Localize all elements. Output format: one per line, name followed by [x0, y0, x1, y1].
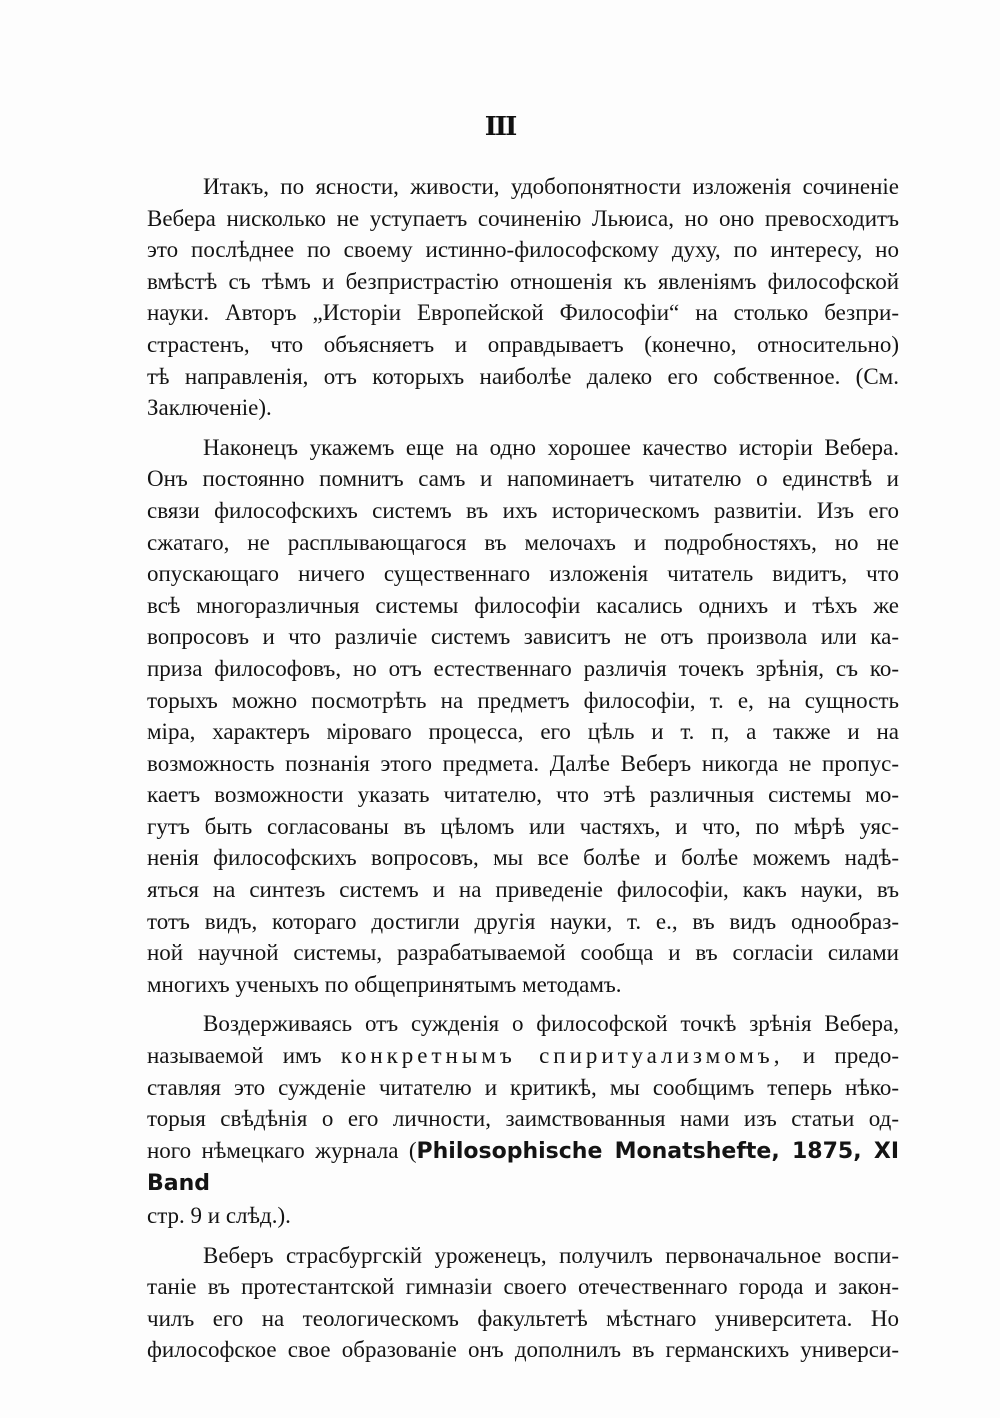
paragraph-line: Веберъ страсбургскій уроженецъ, получилъ первоначальное воспи-	[203, 1242, 899, 1268]
paragraph-line: сжатаго, не расплывающагося въ мелочахъ и подробностяхъ, но не	[147, 529, 899, 555]
paragraph-1	[147, 171, 899, 424]
paragraph-line: яться на синтезъ системъ и на приведеніе философіи, какъ науки, въ	[147, 877, 899, 903]
paragraph-line: ненія философскихъ вопросовъ, мы все болѣе и болѣе можемъ надѣ-	[147, 845, 899, 871]
paragraph-line: многихъ ученыхъ по общепринятымъ методамъ.	[147, 971, 622, 997]
paragraph-line: вмѣстѣ съ тѣмъ и безпристрастію отношенія къ явленіямъ философской	[147, 268, 899, 294]
paragraph-line: ной научной системы, разрабатываемой сообща и въ согласіи силами	[147, 940, 899, 966]
paragraph-2	[147, 432, 899, 1001]
journal-citation: Philosophische Monatshefte, 1875, XI Band	[147, 1138, 900, 1197]
paragraph-line: чилъ его на теологическомъ факультетѣ мѣстнаго университета. Но	[147, 1305, 899, 1331]
paragraph-line: Наконецъ укажемъ еще на одно хорошее качество исторіи Вебера.	[203, 434, 899, 460]
paragraph-line: міра, характеръ міроваго процесса, его цѣль и т. п, а также и на	[147, 719, 899, 745]
paragraph-line: опускающаго ничего существеннаго изложенія читатель видитъ, что	[147, 561, 899, 587]
paragraph-line: науки. Авторъ „Исторіи Европейской Философіи“ на столько безпри-	[147, 300, 899, 326]
paragraph-line: это послѣднее по своему истинно-философскому духу, по интересу, но	[147, 237, 899, 263]
paragraph-line: Воздерживаясь отъ сужденія о философской точкѣ зрѣнія Вебера,	[203, 1011, 899, 1037]
paragraph-line: каетъ возможности указать читателю, что этѣ различныя системы мо-	[147, 782, 899, 808]
paragraph-line	[147, 1040, 899, 1072]
paragraph-line: страстенъ, что объясняетъ и оправдываетъ (конечно, относительно)	[147, 331, 899, 357]
paragraph-line: торыя свѣдѣнія о его личности, заимствованныя нами изъ статьи од-	[147, 1106, 899, 1132]
paragraph-line: Вебера нисколько не уступаетъ сочиненію Льюиса, но оно превосходитъ	[147, 205, 899, 231]
paragraph-line: торыхъ можно посмотрѣть на предметъ философіи, т. е, на сущность	[147, 687, 899, 713]
paragraph-4	[147, 1240, 899, 1366]
line-text: и предо-	[802, 1043, 899, 1069]
paragraph-line: ставляя это сужденіе читателю и критикѣ, мы сообщимъ теперь нѣко-	[147, 1074, 899, 1100]
paragraph-line: Заключеніе).	[147, 395, 272, 421]
paragraph-line: Онъ постоянно помнитъ самъ и напоминаетъ читателю о единствѣ и	[147, 466, 899, 492]
paragraph-3	[147, 1008, 899, 1231]
line-text: ного нѣмецкаго журнала (	[147, 1137, 417, 1163]
paragraph-line: тѣ направленія, отъ которыхъ наиболѣе далеко его собственное. (См.	[147, 363, 899, 389]
paragraph-line: возможность познанія этого предмета. Далѣе Веберъ никогда не пропус-	[147, 750, 899, 776]
paragraph-line: таніе въ протестантской гимназіи своего отечественнаго города и закон-	[147, 1274, 899, 1300]
paragraph-line: стр. 9 и слѣд.).	[147, 1203, 291, 1228]
paragraph-line: гутъ быть согласованы въ цѣломъ или частяхъ, и что, по мѣрѣ уяс-	[147, 813, 899, 839]
paragraph-line: вопросовъ и что различіе системъ зависитъ не отъ произвола или ка-	[147, 624, 899, 650]
paragraph-line	[147, 1135, 899, 1200]
paragraph-line: тотъ видъ, котораго достигли другія науки, т. е., въ видъ однообраз-	[147, 908, 899, 934]
line-text: называемой имъ	[147, 1043, 322, 1069]
paragraph-line: приза философовъ, но отъ естественнаго различія точекъ зрѣнія, съ ко-	[147, 655, 899, 681]
text-body	[147, 171, 899, 1374]
paragraph-line: философское свое образованіе онъ дополнилъ въ германскихъ универси-	[147, 1337, 899, 1363]
paragraph-line: всѣ многоразличныя системы философіи касались однихъ и тѣхъ же	[147, 592, 899, 618]
paragraph-line: Итакъ, по ясности, живости, удобопонятности изложенія сочиненіе	[203, 174, 899, 199]
paragraph-line: связи философскихъ системъ въ ихъ историческомъ развитіи. Изъ его	[147, 497, 899, 523]
page-number: III	[484, 112, 516, 142]
emphasized-term: конкретнымъ спиритуализмомъ,	[340, 1043, 784, 1069]
